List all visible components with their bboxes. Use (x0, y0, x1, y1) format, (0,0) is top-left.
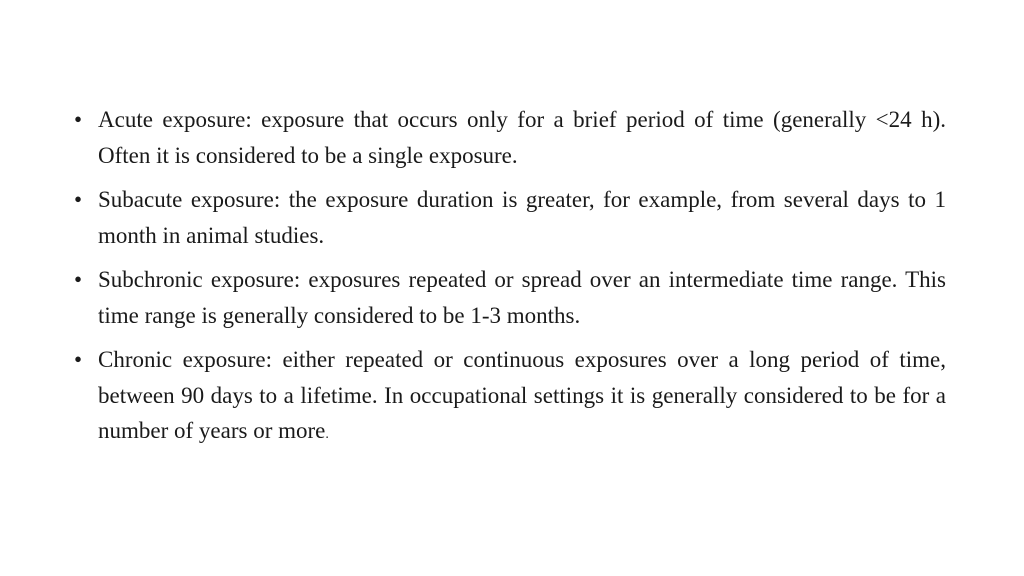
bullet-item-chronic (74, 342, 946, 453)
bullet-icon: • (74, 107, 83, 132)
bullet-text: Subchronic exposure: exposures repeated or spread over an intermediate time range. This time range is generally considered to be 1-3 months. (98, 267, 946, 328)
bullet-item-subchronic (74, 262, 946, 333)
bullet-trailing-period: . (325, 427, 329, 442)
bullet-text: Acute exposure: exposure that occurs only for a brief period of time (generally <24 h). Often it is considered to be a single exposure. (98, 107, 946, 168)
bullet-text: Subacute exposure: the exposure duration is greater, for example, from several days to 1 month in animal studies. (98, 187, 946, 248)
bullet-list (74, 102, 946, 462)
bullet-item-acute (74, 102, 946, 173)
bullet-icon: • (74, 267, 83, 292)
bullet-icon: • (74, 347, 83, 372)
bullet-item-subacute (74, 182, 946, 253)
bullet-text: Chronic exposure: either repeated or continuous exposures over a long period of time, between 90 days to a lifetime. In occupational settings it is generally considered to be for a number of years or more (98, 347, 946, 443)
bullet-icon: • (74, 187, 83, 212)
